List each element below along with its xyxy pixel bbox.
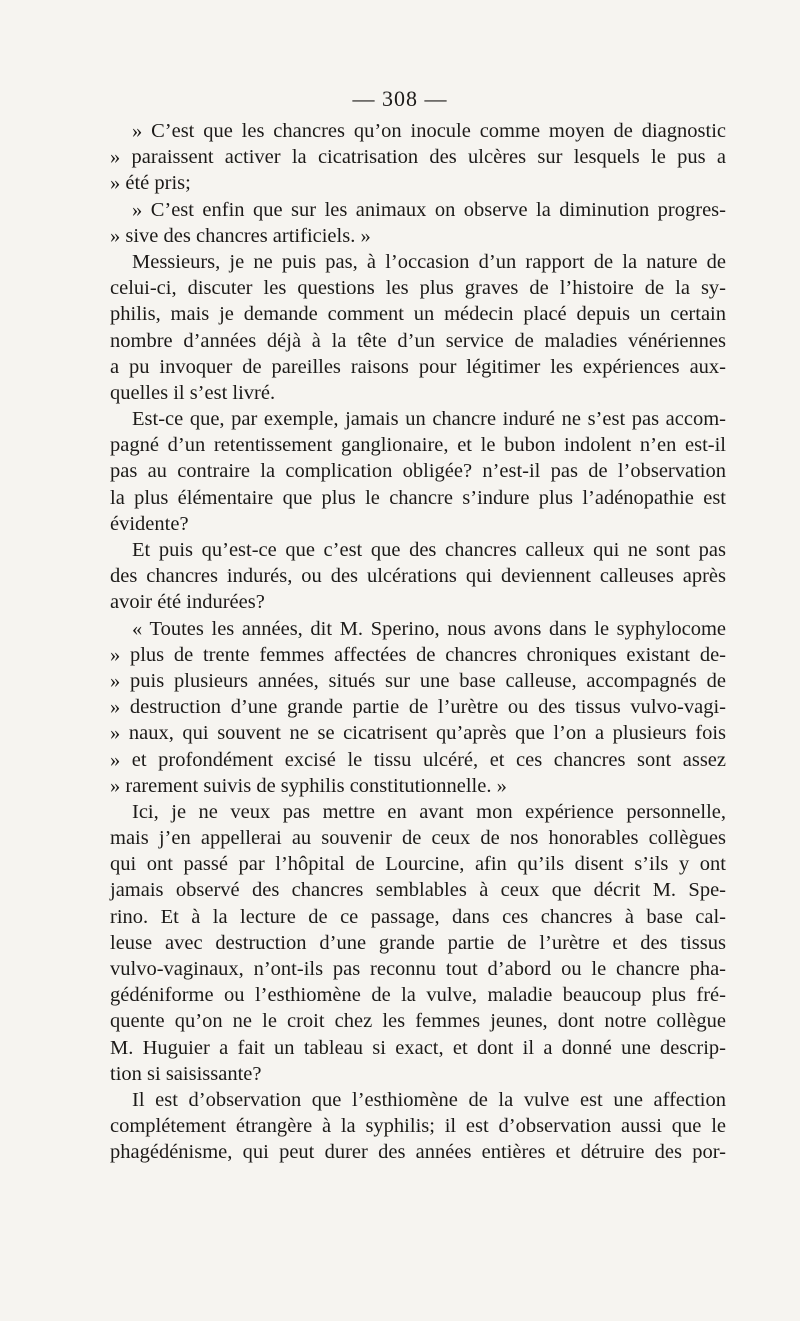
text-line: » et profondément excisé le tissu ulcéré, et ces chancres sont assez (110, 748, 726, 771)
text-line: vulvo-vaginaux, n’ont-ils pas reconnu tout d’abord ou le chancre pha- (110, 958, 726, 980)
text-line: quente qu’on ne le croit chez les femmes jeunes, dont notre collègue (110, 1010, 726, 1033)
paragraph (110, 118, 726, 197)
paragraph (110, 1087, 726, 1166)
text-line: M. Huguier a fait un tableau si exact, et dont il a donné une descrip- (110, 1036, 726, 1059)
text-line: » rarement suivis de syphilis constitutionnelle. » (110, 774, 507, 797)
text-line: gédéniforme ou l’esthiomène de la vulve, maladie beaucoup plus fré- (110, 984, 726, 1007)
paragraph (110, 406, 726, 537)
text-line: la plus élémentaire que plus le chancre s’indure plus l’adénopathie est (110, 486, 726, 509)
text-line: évidente? (110, 512, 189, 535)
text-line: » paraissent activer la cicatrisation des ulcères sur lesquels le pus a (110, 146, 726, 169)
text-line: Messieurs, je ne puis pas, à l’occasion d’un rapport de la nature de (132, 250, 726, 273)
text-line: » puis plusieurs années, situés sur une base calleuse, accompagnés de (110, 669, 726, 692)
text-line: » été pris; (110, 172, 191, 195)
text-line: celui-ci, discuter les questions les plus graves de l’histoire de la sy- (110, 277, 726, 300)
text-line: phagédénisme, qui peut durer des années entières et détruire des por- (110, 1141, 726, 1164)
text-line: qui ont passé par l’hôpital de Lourcine, afin qu’ils disent s’ils y ont (110, 853, 726, 876)
text-line: rino. Et à la lecture de ce passage, dans ces chancres à base cal- (110, 905, 726, 928)
text-line: Ici, je ne veux pas mettre en avant mon expérience personnelle, (132, 800, 726, 823)
text-line: » destruction d’une grande partie de l’urètre ou des tissus vulvo-vagi- (110, 696, 726, 719)
text-line: » plus de trente femmes affectées de chancres chroniques existant de- (110, 643, 726, 666)
paragraph (110, 249, 726, 406)
paragraph (110, 537, 726, 616)
text-line: » sive des chancres artificiels. » (110, 224, 371, 247)
text-line: philis, mais je demande comment un médecin placé depuis un certain (110, 303, 726, 326)
text-line: mais j’en appellerai au souvenir de ceux de nos honorables collègues (110, 827, 726, 850)
text-line: » naux, qui souvent ne se cicatrisent qu’après que l’on a plusieurs fois (110, 722, 726, 745)
text-line: avoir été indurées? (110, 591, 265, 614)
text-line: nombre d’années déjà à la tête d’un service de maladies vénériennes (110, 329, 726, 352)
text-line: Il est d’observation que l’esthiomène de la vulve est une affection (132, 1088, 726, 1111)
text-line: » C’est que les chancres qu’on inocule comme moyen de diagnostic (132, 120, 726, 142)
text-line: leuse avec destruction d’une grande partie de l’urètre et des tissus (110, 931, 726, 954)
text-line: » C’est enfin que sur les animaux on observe la diminution progres- (132, 198, 726, 221)
paragraph (110, 799, 726, 1087)
body-text (110, 118, 726, 1166)
page-number: — 308 — (352, 86, 448, 111)
text-line: pas au contraire la complication obligée? n’est-il pas de l’observation (110, 460, 726, 483)
text-line: jamais observé des chancres semblables à ceux que décrit M. Spe- (110, 879, 726, 902)
text-line: Et puis qu’est-ce que c’est que des chancres calleux qui ne sont pas (132, 539, 726, 561)
text-line: complétement étrangère à la syphilis; il est d’observation aussi que le (110, 1115, 726, 1138)
text-line: tion si saisissante? (110, 1062, 262, 1085)
paragraph (110, 197, 726, 249)
text-line: quelles il s’est livré. (110, 381, 276, 404)
paragraph (110, 616, 726, 799)
text-line: a pu invoquer de pareilles raisons pour légitimer les expériences aux- (110, 355, 726, 378)
text-line: « Toutes les années, dit M. Sperino, nous avons dans le syphylocome (132, 617, 726, 640)
text-line: des chancres indurés, ou des ulcérations qui deviennent calleuses après (110, 565, 726, 588)
text-line: pagné d’un retentissement ganglionaire, et le bubon indolent n’en est-il (110, 434, 726, 457)
text-line: Est-ce que, par exemple, jamais un chancre induré ne s’est pas accom- (132, 408, 726, 431)
